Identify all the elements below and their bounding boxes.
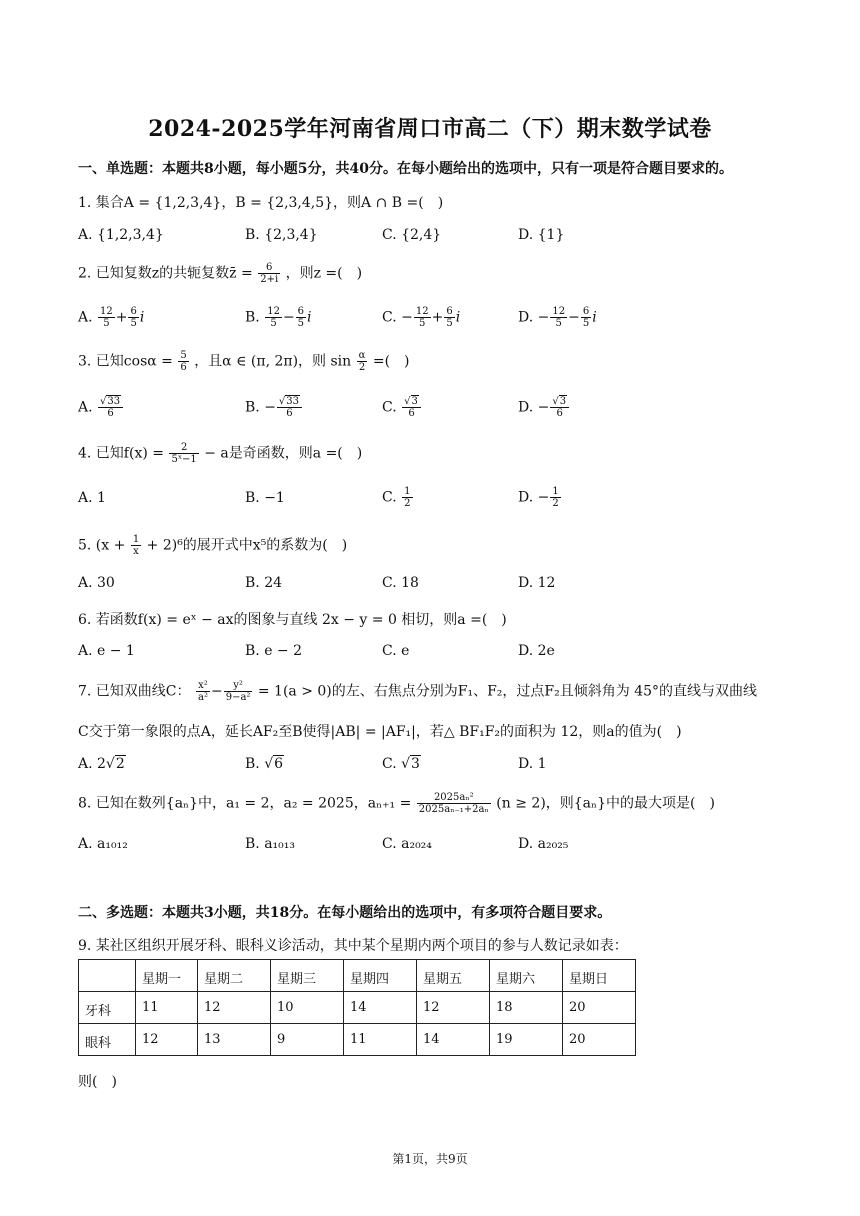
- q1-option-c: C. {2,4}: [382, 227, 442, 243]
- q7-option-a: A. 2√2: [78, 756, 125, 772]
- section-2-heading: 二、多选题：本题共3小题，共18分。在每小题给出的选项中，有多项符合题目要求。: [78, 905, 612, 921]
- question-9-stem-end: 则( ): [78, 1074, 117, 1090]
- table-cell: 20: [563, 1024, 636, 1056]
- table-row: [79, 1024, 636, 1056]
- q8-option-b: B. a₁₀₁₃: [245, 836, 295, 852]
- question-1: 1. 集合A = {1,2,3,4}，B = {2,3,4,5}，则A ∩ B =( ): [78, 195, 444, 211]
- table-header-cell: 星期六: [490, 960, 563, 992]
- table-cell: 14: [417, 1024, 490, 1056]
- q2-stem: 2. 已知复数z的共轭复数z̄ =: [78, 265, 253, 282]
- q4-option-a: A. 1: [78, 490, 106, 506]
- table-header-cell: 星期四: [344, 960, 417, 992]
- question-8: 8. 已知在数列{aₙ}中，a₁ = 2，a₂ = 2025，aₙ₊₁ = $\frac{\text{2025aₙ²}}{\text{2025aₙ₋₁+2aₙ}}$ (n ≥ 2)，则{aₙ}中的最大项是( ): [78, 792, 715, 815]
- q8-option-a: A. a₁₀₁₂: [78, 836, 128, 852]
- table-header-row: [79, 960, 636, 992]
- table-cell: 19: [490, 1024, 563, 1056]
- table-cell: 11: [344, 1024, 417, 1056]
- q2-option-b: B. $\frac{12}{5}$ − $\frac{6}{5}$ i: [245, 306, 312, 329]
- table-cell: 牙科: [79, 992, 136, 1024]
- q8-option-c: C. a₂₀₂₄: [382, 836, 432, 852]
- table-header-cell: 星期日: [563, 960, 636, 992]
- table-cell: 12: [198, 992, 271, 1024]
- q5-option-b: B. 24: [245, 575, 283, 591]
- table-header-cell: 星期五: [417, 960, 490, 992]
- q2-option-d: D. − $\frac{12}{5}$ − $\frac{6}{5}$ i: [518, 306, 597, 329]
- table-cell: 14: [344, 992, 417, 1024]
- q6-option-a: A. e − 1: [78, 643, 135, 659]
- q2-fraction: [258, 262, 280, 285]
- q5-option-d: D. 12: [518, 575, 556, 591]
- q3-option-a: A. $\frac{√33}{6}$: [78, 396, 124, 419]
- q4-option-b: B. −1: [245, 490, 285, 506]
- q3-option-d: D. − $\frac{√3}{6}$: [518, 396, 570, 419]
- q6-option-b: B. e − 2: [245, 643, 303, 659]
- table-header-cell: 星期二: [198, 960, 271, 992]
- q8-option-d: D. a₂₀₂₅: [518, 836, 569, 852]
- q1-option-a: A. {1,2,3,4}: [78, 227, 164, 243]
- q2-stem-end: ，则z =( ): [285, 265, 363, 282]
- table-cell: 9: [271, 1024, 344, 1056]
- q3-option-b: B. − $\frac{√33}{6}$: [245, 396, 303, 419]
- table-header-cell: 星期三: [271, 960, 344, 992]
- table-cell: 18: [490, 992, 563, 1024]
- table-cell: 12: [417, 992, 490, 1024]
- table-cell: 眼科: [79, 1024, 136, 1056]
- attendance-table: [78, 959, 636, 1056]
- q1-option-b: B. {2,3,4}: [245, 227, 318, 243]
- table-header-cell: 星期一: [136, 960, 198, 992]
- section-1-heading: 一、单选题：本题共8小题，每小题5分，共40分。在每小题给出的选项中，只有一项是符合题目要求的。: [78, 161, 733, 177]
- question-2: [78, 262, 362, 285]
- question-6: 6. 若函数f(x) = eˣ − ax的图象与直线 2x − y = 0 相切，则a =( ): [78, 612, 507, 628]
- q2-frac-num: 6: [258, 262, 280, 274]
- table-cell: 11: [136, 992, 198, 1024]
- q3-option-c: C. $\frac{√3}{6}$: [382, 396, 422, 419]
- question-7: 7. 已知双曲线C： $\frac{\text{x²}}{\text{a²}}$ − $\frac{\text{y²}}{\text{9−a²}}$ = 1(a > 0)的左、右焦点分别为F₁、F₂，过点F₂且倾斜角为 45°的直线与双曲线: [78, 680, 758, 703]
- page-title: 2024-2025学年河南省周口市高二（下）期末数学试卷: [148, 116, 712, 142]
- question-9: 9. 某社区组织开展牙科、眼科义诊活动，其中某个星期内两个项目的参与人数记录如表：: [78, 938, 628, 954]
- table-header-cell: [79, 960, 136, 992]
- q5-option-c: C. 18: [382, 575, 419, 591]
- q6-option-d: D. 2e: [518, 643, 555, 659]
- question-3: 3. 已知cosα = $\frac{5}{6}$ ，且α ∈ (π, 2π)，则 sin $\frac{\alpha}{2}$ =( ): [78, 350, 410, 373]
- page-footer: 第1页，共9页: [392, 1152, 468, 1166]
- table-cell: 10: [271, 992, 344, 1024]
- q2-option-a: A. $\frac{12}{5}$ + $\frac{6}{5}$ i: [78, 306, 145, 329]
- q2-option-c: C. − $\frac{12}{5}$ + $\frac{6}{5}$ i: [382, 306, 461, 329]
- q1-option-d: D. {1}: [518, 227, 565, 243]
- table-row: [79, 992, 636, 1024]
- q7-option-c: C. √3: [382, 756, 420, 772]
- q7-option-b: B. √6: [245, 756, 284, 772]
- table-cell: 13: [198, 1024, 271, 1056]
- q4-option-d: D. − $\frac{1}{2}$: [518, 486, 559, 509]
- question-4: 4. 已知f(x) = $\frac{2}{\text{5ˣ−1}}$ − a是奇函数，则a =( ): [78, 442, 363, 465]
- q2-frac-den: 2+i: [260, 274, 279, 285]
- question-5: 5. (x + $\frac{1}{x}$ + 2)⁶的展开式中x⁵的系数为( ): [78, 534, 348, 557]
- q4-option-c: C. $\frac{1}{2}$: [382, 486, 411, 509]
- q6-option-c: C. e: [382, 643, 410, 659]
- table-cell: 12: [136, 1024, 198, 1056]
- table-cell: 20: [563, 992, 636, 1024]
- question-7-line-2: C交于第一象限的点A，延长AF₂至B使得|AB| = |AF₁|，若△ BF₁F₂的面积为 12，则a的值为( ): [78, 724, 682, 740]
- q5-option-a: A. 30: [78, 575, 115, 591]
- q7-option-d: D. 1: [518, 756, 547, 772]
